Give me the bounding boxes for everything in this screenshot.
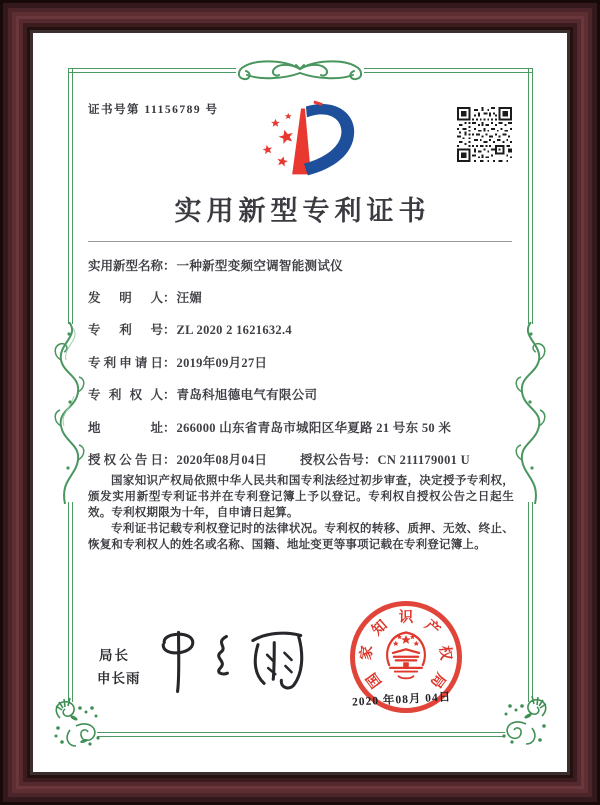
field-label: 专利号 bbox=[88, 323, 163, 337]
field-label: 专利申请日 bbox=[88, 356, 163, 370]
commissioner-name: 申长雨 bbox=[97, 671, 141, 686]
field-value: 2020年08月04日 bbox=[176, 453, 268, 467]
seal-char: 局 bbox=[426, 669, 449, 691]
legal-paragraph-2: 专利证书记载专利权登记时的法律状况。专利权的转移、质押、无效、终止、恢复和专利权人的姓名或名称、国籍、地址变更等事项记载在专利登记簿上。 bbox=[88, 523, 514, 551]
grant-number-pair: 授权公告号：CN 211179001 U bbox=[300, 450, 470, 468]
field-label: 发明人 bbox=[88, 291, 163, 305]
field-value: ZL 2020 2 1621632.4 bbox=[176, 323, 292, 337]
field-label: 授权公告号 bbox=[300, 453, 364, 467]
field-value: 汪媚 bbox=[176, 291, 203, 305]
seal-char: 识 bbox=[398, 610, 414, 626]
commissioner-title: 局长 bbox=[99, 648, 130, 663]
legal-paragraph-1: 国家知识产权局依照中华人民共和国专利法经过初步审查，决定授予专利权，颁发实用新型专利证书并在专利登记簿上予以登记。专利权自授权公告之日起生效。专利权期限为十年，自申请日起算。 bbox=[88, 475, 514, 519]
seal-char: 知 bbox=[369, 617, 391, 639]
seal-char: 产 bbox=[421, 617, 443, 639]
field-label: 专利权人 bbox=[88, 388, 163, 402]
seal-char: 权 bbox=[436, 644, 454, 661]
field-row-grant: 授权公告日：2020年08月04日 授权公告号：CN 211179001 U bbox=[88, 450, 267, 468]
national-emblem-icon bbox=[381, 628, 431, 682]
certificate-number: 证书号第 11156789 号 bbox=[88, 104, 219, 116]
field-label: 地址 bbox=[88, 421, 163, 435]
field-label: 实用新型名称 bbox=[88, 259, 164, 273]
title-divider bbox=[88, 241, 512, 242]
field-row-address: 地址：266000 山东省青岛市城阳区华夏路 21 号东 50 米 bbox=[88, 418, 451, 436]
field-value: 266000 山东省青岛市城阳区华夏路 21 号东 50 米 bbox=[176, 421, 452, 435]
seal-date: 2020 年08月 04日 bbox=[351, 691, 452, 709]
seal-char: 国 bbox=[363, 669, 386, 691]
field-row-name: 实用新型名称：一种新型变频空调智能测试仪 bbox=[88, 256, 343, 274]
field-row-patentee: 专利权人：青岛科旭德电气有限公司 bbox=[88, 385, 317, 403]
cnipa-logo-icon bbox=[243, 96, 363, 182]
field-value: CN 211179001 U bbox=[377, 453, 470, 467]
field-value: 一种新型变频空调智能测试仪 bbox=[176, 259, 343, 273]
certificate-title: 实用新型专利证书 bbox=[174, 196, 431, 226]
legal-text bbox=[88, 473, 514, 553]
field-label: 授权公告日 bbox=[88, 453, 163, 467]
commissioner-signature bbox=[148, 624, 316, 704]
field-value: 青岛科旭德电气有限公司 bbox=[176, 388, 318, 402]
field-row-patent-number: 专利号：ZL 2020 2 1621632.4 bbox=[88, 320, 292, 338]
field-value: 2019年09月27日 bbox=[176, 356, 268, 370]
field-row-inventor: 发明人：汪媚 bbox=[88, 288, 202, 306]
qr-code bbox=[457, 107, 512, 162]
seal-char: 家 bbox=[358, 644, 376, 661]
field-row-filing-date: 专利申请日：2019年09月27日 bbox=[88, 353, 267, 371]
